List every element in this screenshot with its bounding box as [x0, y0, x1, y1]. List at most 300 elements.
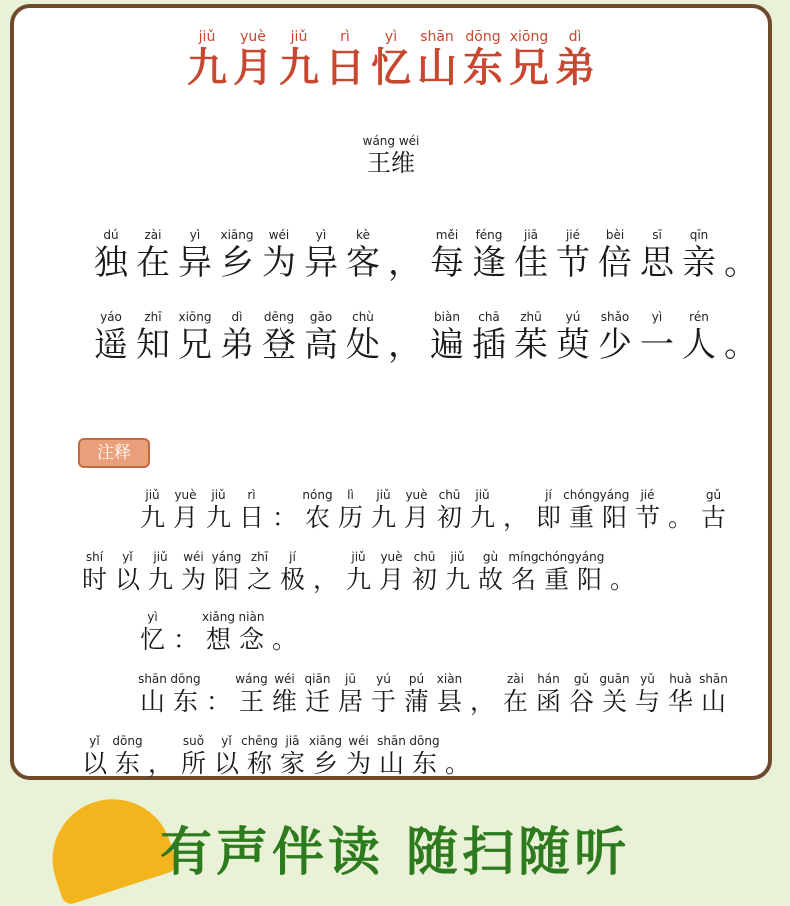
hanzi: 乡 — [312, 749, 338, 778]
ruby-char — [552, 228, 594, 284]
hanzi: 一 — [640, 325, 674, 365]
pinyin: yì — [651, 310, 663, 324]
ruby-char — [309, 550, 342, 596]
pinyin: shān — [377, 734, 406, 748]
pinyin: zài — [507, 672, 524, 686]
poem-line-1 — [90, 228, 762, 284]
pinyin: xiāng — [220, 228, 254, 242]
ruby-char — [342, 550, 375, 596]
ruby-char — [555, 29, 595, 91]
hanzi: 。 — [271, 625, 297, 654]
pinyin: yú — [376, 672, 391, 686]
hanzi: 居 — [337, 687, 363, 716]
pinyin: dōng — [112, 734, 143, 748]
hanzi: 历 — [337, 503, 363, 532]
ruby-char — [300, 228, 342, 284]
pinyin: wéi — [348, 734, 369, 748]
hanzi: 家 — [279, 749, 305, 778]
ruby-char — [276, 550, 309, 596]
hanzi: ， — [312, 565, 338, 594]
pinyin: niàn — [238, 610, 265, 624]
pinyin: dōng — [170, 672, 201, 686]
pinyin: chū — [413, 550, 436, 564]
hanzi: 倍 — [598, 243, 632, 283]
hanzi: 独 — [94, 243, 128, 283]
ruby-char — [210, 550, 243, 596]
ruby-char — [169, 672, 202, 718]
hanzi: ， — [388, 243, 422, 283]
ruby-char — [499, 488, 532, 534]
hanzi: 九 — [444, 565, 470, 594]
ruby-char — [678, 228, 720, 284]
ruby-char — [433, 488, 466, 534]
ruby-char — [697, 488, 730, 534]
ruby-char — [144, 734, 177, 780]
hanzi: 之 — [246, 565, 272, 594]
ruby-char — [400, 488, 433, 534]
ruby-char — [606, 550, 639, 596]
pinyin: yì — [189, 228, 201, 242]
pinyin: jí — [545, 488, 552, 502]
ruby-char — [565, 672, 598, 718]
hanzi: 为 — [262, 243, 296, 283]
pinyin: kè — [356, 228, 370, 242]
horn-icon — [37, 784, 179, 906]
pinyin: jiǔ — [198, 29, 216, 45]
pinyin: dōng — [465, 29, 501, 45]
ruby-char — [268, 488, 301, 534]
author-ruby — [363, 134, 420, 178]
pinyin: shān — [699, 672, 728, 686]
hanzi: 。 — [667, 503, 693, 532]
hanzi: ： — [205, 687, 231, 716]
hanzi: 东 — [114, 749, 140, 778]
hanzi: ， — [147, 749, 173, 778]
ruby-char — [441, 734, 474, 780]
ruby-char — [384, 228, 426, 284]
ruby-char — [697, 672, 730, 718]
pinyin: chā — [478, 310, 500, 324]
pinyin: shān — [420, 29, 454, 45]
hanzi: 。 — [724, 325, 758, 365]
hanzi: 人 — [682, 325, 716, 365]
pinyin: chù — [352, 310, 374, 324]
ruby-char — [342, 310, 384, 366]
audio-banner[interactable] — [0, 784, 790, 883]
hanzi: 想 — [205, 625, 231, 654]
hanzi: 于 — [370, 687, 396, 716]
hanzi: 思 — [640, 243, 674, 283]
ruby-char — [174, 310, 216, 366]
hanzi: 阳 — [601, 503, 627, 532]
hanzi: 月 — [378, 565, 404, 594]
pinyin: yǔ — [640, 672, 655, 686]
ruby-char — [433, 672, 466, 718]
hanzi: 即 — [535, 503, 561, 532]
note-line-2 — [78, 550, 639, 596]
hanzi: 。 — [609, 565, 635, 594]
ruby-char — [417, 29, 457, 91]
pinyin: nóng — [302, 488, 333, 502]
pinyin: bèi — [605, 228, 625, 242]
hanzi: 节 — [634, 503, 660, 532]
pinyin: dú — [103, 228, 119, 242]
hanzi: 蒲 — [403, 687, 429, 716]
pinyin: jiǔ — [153, 550, 168, 564]
ruby-char — [408, 550, 441, 596]
ruby-char — [325, 29, 365, 91]
pinyin: jiǔ — [211, 488, 226, 502]
pinyin: zài — [144, 228, 162, 242]
pinyin: huà — [669, 672, 692, 686]
hanzi: 逢 — [472, 243, 506, 283]
hanzi: 山 — [700, 687, 726, 716]
pinyin: dì — [568, 29, 582, 45]
ruby-char — [334, 672, 367, 718]
ruby-char — [441, 550, 474, 596]
ruby-char — [367, 672, 400, 718]
ruby-char — [720, 310, 762, 366]
pinyin: gāo — [309, 310, 333, 324]
pinyin: xiǎng — [202, 610, 236, 624]
hanzi: 九 — [279, 45, 319, 91]
hanzi: 萸 — [556, 325, 590, 365]
ruby-char — [552, 310, 594, 366]
pinyin: sī — [652, 228, 662, 242]
ruby-char — [636, 310, 678, 366]
ruby-char — [279, 29, 319, 91]
pinyin: jiǔ — [376, 488, 391, 502]
ruby-char — [111, 734, 144, 780]
ruby-char — [243, 550, 276, 596]
pinyin: lì — [347, 488, 354, 502]
ruby-char — [243, 734, 276, 780]
ruby-char — [400, 672, 433, 718]
pinyin: jū — [345, 672, 356, 686]
ruby-char — [384, 310, 426, 366]
hanzi: 乡 — [220, 243, 254, 283]
pinyin: shǎo — [600, 310, 630, 324]
ruby-char — [510, 228, 552, 284]
hanzi: 九 — [345, 565, 371, 594]
ruby-char — [720, 228, 762, 284]
pinyin: gǔ — [573, 672, 590, 686]
author-name: 王维 — [367, 149, 415, 177]
hanzi: 月 — [403, 503, 429, 532]
hanzi: 初 — [411, 565, 437, 594]
pinyin: zhī — [250, 550, 269, 564]
ruby-char — [631, 488, 664, 534]
hanzi: 在 — [136, 243, 170, 283]
hanzi: 少 — [598, 325, 632, 365]
note-line-4 — [136, 672, 730, 718]
hanzi: 为 — [180, 565, 206, 594]
pinyin: jié — [640, 488, 655, 502]
hanzi: 月 — [233, 45, 273, 91]
ruby-char — [177, 734, 210, 780]
ruby-char — [375, 550, 408, 596]
hanzi: 山 — [417, 45, 457, 91]
ruby-char — [342, 734, 375, 780]
pinyin: jiǔ — [290, 29, 308, 45]
pinyin: yǐ — [221, 734, 232, 748]
ruby-char — [532, 488, 565, 534]
ruby-char — [426, 310, 468, 366]
hanzi: 所 — [180, 749, 206, 778]
pinyin: hán — [537, 672, 560, 686]
ruby-char — [540, 550, 573, 596]
hanzi: 以 — [81, 749, 107, 778]
author — [14, 134, 768, 178]
ruby-char — [636, 228, 678, 284]
ruby-char — [136, 610, 169, 656]
pinyin: yì — [315, 228, 327, 242]
pinyin: shí — [85, 550, 104, 564]
hanzi: 茱 — [514, 325, 548, 365]
pinyin: yú — [565, 310, 581, 324]
pinyin: yuè — [174, 488, 197, 502]
author-pinyin: wáng wéi — [362, 134, 420, 148]
hanzi: 山 — [139, 687, 165, 716]
hanzi: 高 — [304, 325, 338, 365]
hanzi: 以 — [213, 749, 239, 778]
pinyin: míng — [508, 550, 539, 564]
hanzi: 插 — [472, 325, 506, 365]
ruby-char — [111, 550, 144, 596]
ruby-char — [187, 29, 227, 91]
hanzi: 九 — [187, 45, 227, 91]
pinyin: rì — [247, 488, 256, 502]
ruby-char — [375, 734, 408, 780]
hanzi: 遥 — [94, 325, 128, 365]
pinyin: chū — [438, 488, 461, 502]
ruby-char — [301, 672, 334, 718]
hanzi: 日 — [238, 503, 264, 532]
pinyin: chēng — [241, 734, 278, 748]
ruby-char — [309, 734, 342, 780]
hanzi: 九 — [205, 503, 231, 532]
hanzi: 知 — [136, 325, 170, 365]
ruby-char — [371, 29, 411, 91]
ruby-char — [426, 228, 468, 284]
title-area — [14, 26, 768, 91]
pinyin: jiā — [285, 734, 300, 748]
hanzi: 异 — [304, 243, 338, 283]
ruby-char — [235, 672, 268, 718]
hanzi: 九 — [469, 503, 495, 532]
ruby-char — [233, 29, 273, 91]
ruby-char — [132, 228, 174, 284]
pinyin: rì — [340, 29, 350, 45]
hanzi: 维 — [271, 687, 297, 716]
hanzi: 东 — [411, 749, 437, 778]
ruby-char — [499, 672, 532, 718]
pinyin: pú — [408, 672, 425, 686]
pinyin: yáng — [574, 550, 605, 564]
hanzi: 王 — [238, 687, 264, 716]
hanzi: 山 — [378, 749, 404, 778]
ruby-char — [202, 488, 235, 534]
pinyin: gù — [482, 550, 499, 564]
hanzi: 东 — [463, 45, 503, 91]
hanzi: 每 — [430, 243, 464, 283]
banner-text: 有声伴读 随扫随听 — [160, 823, 631, 883]
poem-card — [10, 4, 772, 780]
hanzi: 阳 — [213, 565, 239, 594]
ruby-char — [594, 228, 636, 284]
hanzi: 忆 — [139, 625, 165, 654]
pinyin: dì — [231, 310, 243, 324]
pinyin: yǐ — [89, 734, 100, 748]
pinyin: guān — [599, 672, 630, 686]
pinyin: yì — [147, 610, 158, 624]
ruby-char — [235, 488, 268, 534]
pinyin: yuè — [380, 550, 403, 564]
ruby-char — [258, 310, 300, 366]
ruby-char — [408, 734, 441, 780]
hanzi: 古 — [700, 503, 726, 532]
ruby-char — [90, 310, 132, 366]
pinyin: yuè — [405, 488, 428, 502]
ruby-char — [598, 672, 631, 718]
pinyin: jiā — [523, 228, 539, 242]
hanzi: 佳 — [514, 243, 548, 283]
ruby-char — [132, 310, 174, 366]
pinyin: jí — [289, 550, 296, 564]
hanzi: 处 — [346, 325, 380, 365]
ruby-char — [268, 610, 301, 656]
pinyin: xiōng — [178, 310, 212, 324]
hanzi: 异 — [178, 243, 212, 283]
ruby-char — [573, 550, 606, 596]
hanzi: 迁 — [304, 687, 330, 716]
ruby-char — [664, 488, 697, 534]
pinyin: yuè — [240, 29, 266, 45]
pinyin: jié — [565, 228, 581, 242]
ruby-char — [510, 310, 552, 366]
ruby-char — [474, 550, 507, 596]
hanzi: 以 — [114, 565, 140, 594]
hanzi: 念 — [238, 625, 264, 654]
poem-title — [187, 29, 595, 91]
ruby-char — [468, 228, 510, 284]
pinyin: zhī — [144, 310, 162, 324]
ruby-char — [463, 29, 503, 91]
poem-line-2 — [90, 310, 762, 366]
pinyin: féng — [475, 228, 503, 242]
ruby-char — [598, 488, 631, 534]
ruby-char — [216, 228, 258, 284]
hanzi: 故 — [477, 565, 503, 594]
hanzi: 关 — [601, 687, 627, 716]
hanzi: 极 — [279, 565, 305, 594]
hanzi: 忆 — [371, 45, 411, 91]
hanzi: 兄 — [178, 325, 212, 365]
ruby-char — [169, 610, 202, 656]
pinyin: jiǔ — [450, 550, 465, 564]
ruby-char — [631, 672, 664, 718]
ruby-char — [565, 488, 598, 534]
ruby-char — [144, 550, 177, 596]
ruby-char — [268, 672, 301, 718]
ruby-char — [235, 610, 268, 656]
hanzi: 九 — [147, 565, 173, 594]
ruby-char — [276, 734, 309, 780]
pinyin: wéi — [183, 550, 204, 564]
ruby-char — [300, 310, 342, 366]
ruby-char — [90, 228, 132, 284]
pinyin: yáng — [599, 488, 630, 502]
ruby-char — [468, 310, 510, 366]
hanzi: 月 — [172, 503, 198, 532]
pinyin: yì — [384, 29, 398, 45]
pinyin: rén — [689, 310, 709, 324]
ruby-char — [664, 672, 697, 718]
ruby-char — [466, 672, 499, 718]
hanzi: 重 — [543, 565, 569, 594]
hanzi: 日 — [325, 45, 365, 91]
hanzi: 谷 — [568, 687, 594, 716]
pinyin: qīn — [689, 228, 709, 242]
ruby-char — [301, 488, 334, 534]
ruby-char — [202, 672, 235, 718]
ruby-char — [216, 310, 258, 366]
pinyin: dēng — [263, 310, 295, 324]
ruby-char — [136, 488, 169, 534]
hanzi: 为 — [345, 749, 371, 778]
hanzi: 弟 — [220, 325, 254, 365]
hanzi: 名 — [510, 565, 536, 594]
ruby-char — [169, 488, 202, 534]
ruby-char — [136, 672, 169, 718]
hanzi: 时 — [81, 565, 107, 594]
ruby-char — [507, 550, 540, 596]
pinyin: xiōng — [509, 29, 549, 45]
ruby-char — [78, 734, 111, 780]
hanzi: 。 — [444, 749, 470, 778]
pinyin: yǐ — [122, 550, 133, 564]
pinyin: yáng — [211, 550, 242, 564]
pinyin: jiǔ — [145, 488, 160, 502]
hanzi: 。 — [724, 243, 758, 283]
ruby-char — [334, 488, 367, 534]
hanzi: 农 — [304, 503, 330, 532]
ruby-char — [678, 310, 720, 366]
pinyin: biàn — [434, 310, 460, 324]
ruby-char — [174, 228, 216, 284]
ruby-char — [258, 228, 300, 284]
ruby-char — [367, 488, 400, 534]
pinyin: měi — [435, 228, 459, 242]
hanzi: 九 — [370, 503, 396, 532]
note-line-1 — [136, 488, 730, 534]
hanzi: 遍 — [430, 325, 464, 365]
hanzi: 客 — [346, 243, 380, 283]
pinyin: dōng — [409, 734, 440, 748]
hanzi: 初 — [436, 503, 462, 532]
ruby-char — [466, 488, 499, 534]
hanzi: 亲 — [682, 243, 716, 283]
hanzi: 称 — [246, 749, 272, 778]
hanzi: ， — [502, 503, 528, 532]
hanzi: 弟 — [555, 45, 595, 91]
hanzi: 在 — [502, 687, 528, 716]
ruby-char — [78, 550, 111, 596]
pinyin: jiǔ — [475, 488, 490, 502]
hanzi: 函 — [535, 687, 561, 716]
ruby-char — [210, 734, 243, 780]
hanzi: 节 — [556, 243, 590, 283]
